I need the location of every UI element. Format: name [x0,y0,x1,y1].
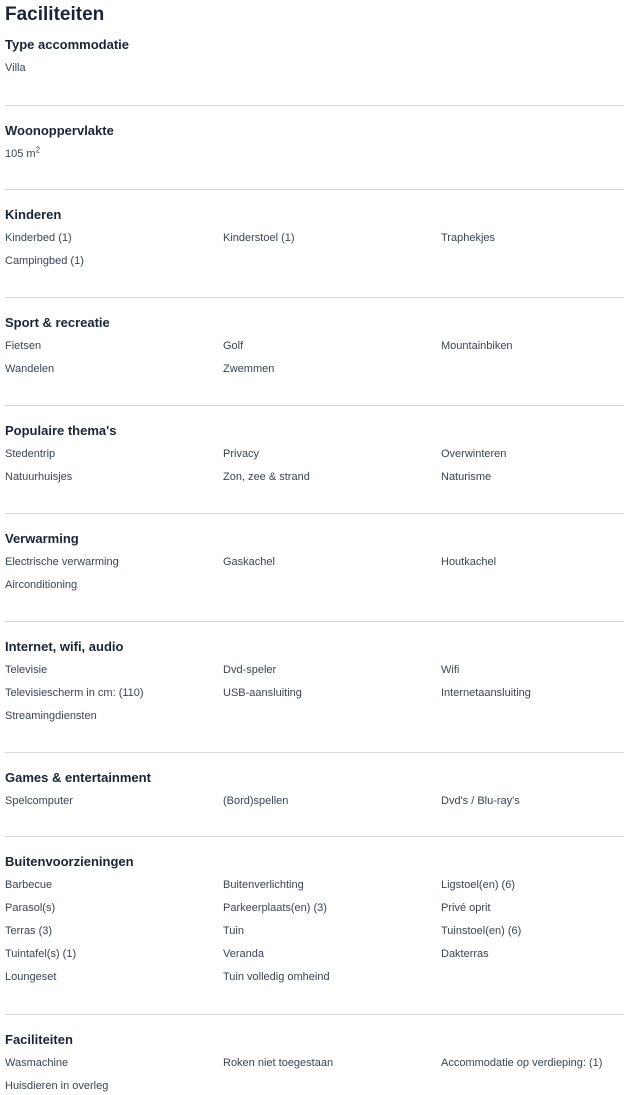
facility-item: Loungeset [5,971,57,983]
facility-item: Wasmachine [5,1057,69,1069]
facility-item: Ligstoel(en) (6) [441,879,515,891]
facility-item: Kinderstoel (1) [223,232,295,244]
facility-item: Barbecue [5,879,53,891]
facility-item: (Bord)spellen [223,795,289,807]
section-title: Kinderen [5,207,62,222]
section-title: Populaire thema's [5,423,117,438]
section-items [5,146,624,163]
facility-item: Dvd-speler [223,664,277,676]
living-area-unit-superscript: 2 [35,145,41,155]
facility-item: Fietsen [5,340,42,352]
facility-item: Tuinstoel(en) (6) [441,925,522,937]
section-title: Buitenvoorzieningen [5,854,134,869]
facility-item: Campingbed (1) [5,255,84,267]
facility-item [5,146,223,163]
facility-item: Parasol(s) [5,902,56,914]
facility-item: Dvd's / Blu-ray's [441,795,520,807]
facility-item: Huisdieren in overleg [5,1080,109,1092]
facility-item: Tuin [223,925,244,937]
facility-item: Televisie [5,664,48,676]
facility-item: Traphekjes [441,232,496,244]
section-items [5,662,624,725]
section-type-accommodatie [5,27,624,106]
section-title: Woonoppervlakte [5,123,114,138]
facility-item: Natuurhuisjes [5,471,73,483]
facility-item: Parkeerplaats(en) (3) [223,902,327,914]
facility-item: Tuin volledig omheind [223,971,330,983]
facility-item: Spelcomputer [5,795,73,807]
section-sport-recreatie [5,298,624,406]
facility-item: Dakterras [441,948,489,960]
section-items [5,554,624,594]
section-title: Verwarming [5,531,79,546]
facility-item: Houtkachel [441,556,497,568]
facility-item: Zwemmen [223,363,275,375]
section-items [5,338,624,378]
section-items [5,793,624,810]
facility-item: Villa [5,62,26,74]
facility-item: Veranda [223,948,264,960]
section-verwarming [5,514,624,622]
section-items [5,446,624,486]
section-items [5,60,624,77]
section-games-entertainment [5,753,624,837]
facility-item: Wifi [441,664,460,676]
facility-item: Stedentrip [5,448,56,460]
section-faciliteiten [5,1015,624,1095]
facility-item: Airconditioning [5,579,78,591]
facility-item: Mountainbiken [441,340,513,352]
facility-item: Streamingdiensten [5,710,97,722]
section-items [5,230,624,270]
facility-item: Roken niet toegestaan [223,1057,334,1069]
facility-item: Zon, zee & strand [223,471,310,483]
facility-item: Terras (3) [5,925,53,937]
facility-item: Televisiescherm in cm: (110) [5,687,144,699]
facility-item: Internetaansluiting [441,687,531,699]
facility-item: Gaskachel [223,556,275,568]
facility-item: Golf [223,340,244,352]
living-area-value: 105 m [5,148,36,160]
section-buitenvoorzieningen [5,837,624,1015]
page-title: Faciliteiten [5,4,105,25]
facility-item: Privacy [223,448,260,460]
section-items [5,1055,624,1095]
facility-item: Accommodatie op verdieping: (1) [441,1057,603,1069]
facility-item: Naturisme [441,471,492,483]
section-title: Faciliteiten [5,1032,73,1047]
facility-item: USB-aansluiting [223,687,302,699]
facility-item: Overwinteren [441,448,507,460]
facility-item: Electrische verwarming [5,556,119,568]
section-woonoppervlakte [5,106,624,190]
section-kinderen [5,190,624,298]
facility-item: Privé oprit [441,902,491,914]
section-title: Type accommodatie [5,37,130,52]
section-title: Sport & recreatie [5,315,110,330]
section-items [5,877,624,986]
facility-item: Wandelen [5,363,55,375]
facility-item: Buitenverlichting [223,879,304,891]
facility-item: Tuintafel(s) (1) [5,948,77,960]
facility-item: Kinderbed (1) [5,232,72,244]
section-populaire-themas [5,406,624,514]
section-title: Internet, wifi, audio [5,639,124,654]
section-title: Games & entertainment [5,770,151,785]
section-internet-wifi-audio [5,622,624,753]
